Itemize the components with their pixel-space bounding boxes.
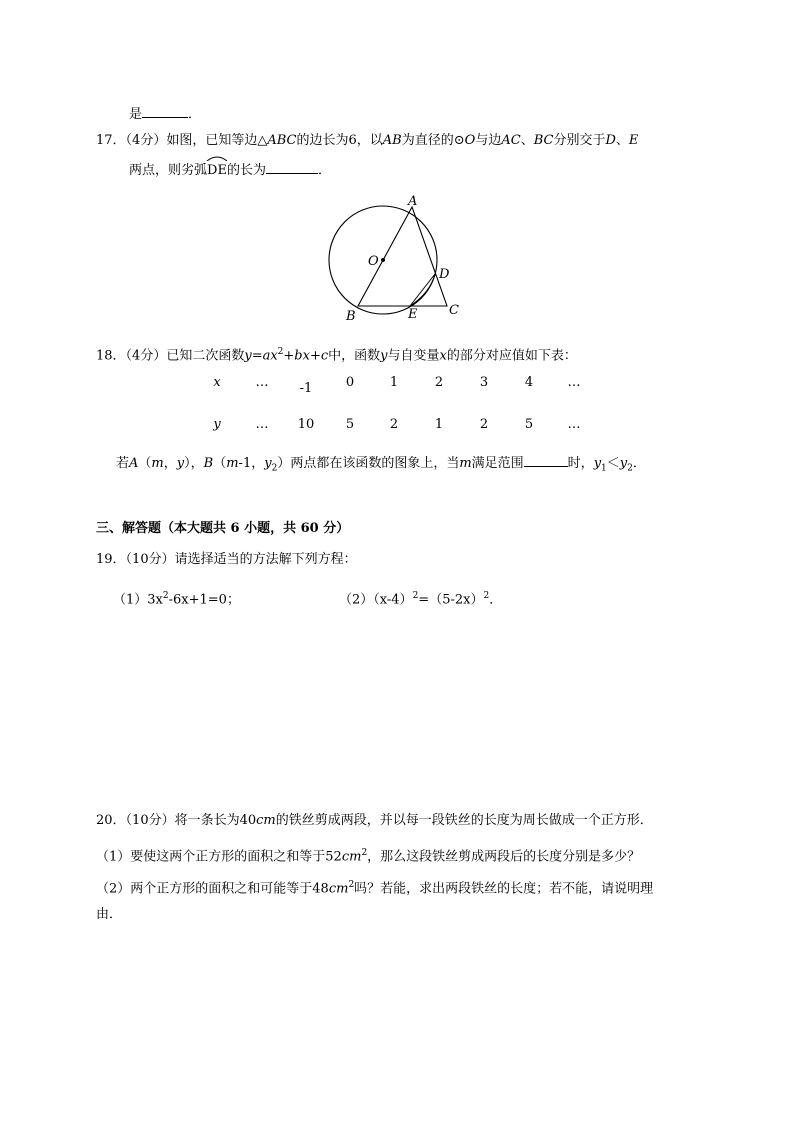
q17-ab: AB <box>382 133 402 148</box>
q18-score: （4分） <box>125 348 167 364</box>
q18-text: （ <box>213 456 227 471</box>
q17-arc-label: DE <box>207 163 227 178</box>
q17-text: 分别交于 <box>553 133 606 148</box>
label-c: C <box>449 303 459 318</box>
table-cell: 5 <box>524 417 534 432</box>
q18-text: ）两点都在该函数的图象上，当 <box>277 456 460 471</box>
q18-x: x <box>439 348 447 364</box>
section-heading: 三、解答题（本大题共 6 小题，共 60 分） <box>96 521 350 536</box>
table-cell: -1 <box>299 381 313 396</box>
q20-line-1 <box>96 812 653 830</box>
q18-text: 时， <box>567 456 594 471</box>
q18-period: ． <box>632 456 646 471</box>
q20-area: 52 <box>325 849 342 865</box>
q18-number: 18． <box>96 348 126 364</box>
q17-bc: BC <box>533 133 554 148</box>
q18-text: 中，函数 <box>328 348 381 364</box>
label-a: A <box>408 194 418 209</box>
q20-part-2-cont <box>96 906 122 924</box>
q18-less-than: ＜ <box>606 456 620 471</box>
q19-part-label: （1） <box>113 592 148 608</box>
q17-period: ． <box>317 163 331 178</box>
q18-m: m <box>459 456 472 471</box>
q18-y: y <box>264 456 272 471</box>
q19-period: ． <box>489 592 503 608</box>
q17-sep: 、 <box>520 133 534 148</box>
q19-exponent: 2 <box>483 591 490 601</box>
label-e: E <box>408 307 418 322</box>
q18-text: ， <box>163 456 177 471</box>
q16-tail-text: 是 <box>129 107 143 122</box>
q18-text: 与自变量 <box>387 348 440 364</box>
q19-equation: （x-4） <box>373 592 413 608</box>
q18-point-b: B <box>203 456 214 471</box>
table-cell: … <box>567 375 581 390</box>
q16-period: ． <box>188 107 202 122</box>
q18-answer-blank <box>524 453 568 467</box>
q18-y: y <box>619 456 628 471</box>
table-cell: 2 <box>434 375 444 390</box>
q20-area: 48 <box>312 881 329 897</box>
q17-answer-blank <box>266 160 318 174</box>
table-cell: 5 <box>345 417 355 432</box>
q17-text: 如图，已知等边 <box>166 133 258 148</box>
q18-text: -1， <box>238 456 265 471</box>
q20-text: 的铁丝剪成两段，并以每一段铁丝的长度为周长做成一个正方形． <box>275 813 653 828</box>
q18-subscript: 1 <box>601 463 607 474</box>
q18-subscript: 2 <box>627 463 633 474</box>
q18-text: 满足范围 <box>471 456 524 471</box>
q17-triangle: △ABC <box>257 133 297 148</box>
geometry-figure <box>322 190 472 325</box>
q18-text: （ <box>138 456 152 471</box>
arc-mark-icon <box>206 155 228 161</box>
q18-text: 已知二次函数 <box>166 348 245 364</box>
q20-text: 由． <box>96 907 123 922</box>
q17-text: 为直径的⊙ <box>401 133 465 148</box>
table-cell: 2 <box>479 417 489 432</box>
q18-condition-line <box>116 453 646 478</box>
q17-text: 两点，则劣弧 <box>129 163 208 178</box>
table-cell: 2 <box>389 417 399 432</box>
q20-text: （2）两个正方形的面积之和可能等于 <box>96 881 313 897</box>
q17-line-2 <box>129 160 331 180</box>
q19-exponent: 2 <box>162 591 169 601</box>
q17-arc-de <box>207 160 227 180</box>
q18-y: y <box>176 456 185 471</box>
q19-line <box>96 551 357 569</box>
q20-text: （1）要使这两个正方形的面积之和等于 <box>96 849 326 865</box>
q19-text: 请选择适当的方法解下列方程： <box>174 552 357 567</box>
q20-text: ，那么这段铁丝剪成两段后的长度分别是多少？ <box>367 849 641 865</box>
q19-part-label: （2） <box>339 592 374 608</box>
q17-e: E <box>628 133 639 148</box>
table-cell: 1 <box>434 417 444 432</box>
q19-equation: =（5-2x） <box>418 592 484 608</box>
q19-equation: 3x <box>147 592 163 608</box>
q18-line-1 <box>96 343 577 365</box>
table-cell: … <box>255 417 269 432</box>
q19-score: （10分） <box>125 552 175 567</box>
q20-unit: cm <box>341 849 362 865</box>
q17-side-length: 6 <box>348 133 357 148</box>
label-o: O <box>368 254 379 269</box>
q19-equation: -6x+1=0； <box>168 592 240 608</box>
table-cell: 0 <box>345 375 355 390</box>
q20-unit: cm <box>328 881 349 897</box>
q16-answer-blank <box>142 104 188 118</box>
q17-ac: AC <box>501 133 521 148</box>
q17-score: （4分） <box>125 133 167 148</box>
q20-length: 40 <box>239 813 257 828</box>
q18-m: m <box>151 456 164 471</box>
q17-text: 与边 <box>475 133 502 148</box>
q18-text: 若 <box>116 456 130 471</box>
chord-de <box>410 274 435 306</box>
q19-number: 19． <box>96 552 126 567</box>
label-b: B <box>346 309 356 324</box>
q18-function: y=ax <box>244 348 278 364</box>
q18-function-tail: +bx+c <box>283 348 329 364</box>
table-cell: 4 <box>524 375 534 390</box>
q17-number: 17． <box>96 133 126 148</box>
q17-text: 的边长为 <box>296 133 349 148</box>
q18-function-exponent: 2 <box>277 347 284 357</box>
table-y-label: y <box>213 417 221 432</box>
q20-text: 吗？若能，求出两段铁丝的长度；若不能，请说明理 <box>354 881 654 897</box>
q18-text: ）， <box>184 456 204 471</box>
table-x-label: x <box>213 375 221 390</box>
q18-m: m <box>226 456 239 471</box>
q20-exponent: 2 <box>348 880 355 890</box>
table-cell: … <box>255 375 269 390</box>
q17-text: 的长为 <box>226 163 266 178</box>
table-cell: 1 <box>389 375 399 390</box>
q20-number: 20． <box>96 813 126 828</box>
q20-unit: cm <box>256 813 276 828</box>
table-cell: 3 <box>479 375 489 390</box>
q18-point-a: A <box>129 456 139 471</box>
q20-part-2 <box>96 876 653 898</box>
q20-part-1 <box>96 844 640 866</box>
q18-text: 的部分对应值如下表： <box>446 348 577 364</box>
q17-sep: 、 <box>615 133 629 148</box>
table-cell: 10 <box>297 417 315 432</box>
q18-subscript: 2 <box>271 463 278 474</box>
q17-text: ，以 <box>356 133 383 148</box>
center-point-o <box>381 258 385 262</box>
q19-part-2 <box>339 587 502 609</box>
q16-tail-line <box>129 104 201 124</box>
q18-y: y <box>593 456 602 471</box>
q19-exponent: 2 <box>412 591 419 601</box>
q17-o: O <box>464 133 476 148</box>
q18-y: y <box>380 348 388 364</box>
q17-d: D <box>605 133 616 148</box>
q19-part-1 <box>113 587 240 609</box>
label-d: D <box>439 267 450 282</box>
q20-score: （10分） <box>125 813 175 828</box>
q20-exponent: 2 <box>361 848 368 858</box>
q20-text: 将一条长为 <box>174 813 240 828</box>
q17-line-1 <box>96 132 638 150</box>
table-cell: … <box>567 417 581 432</box>
